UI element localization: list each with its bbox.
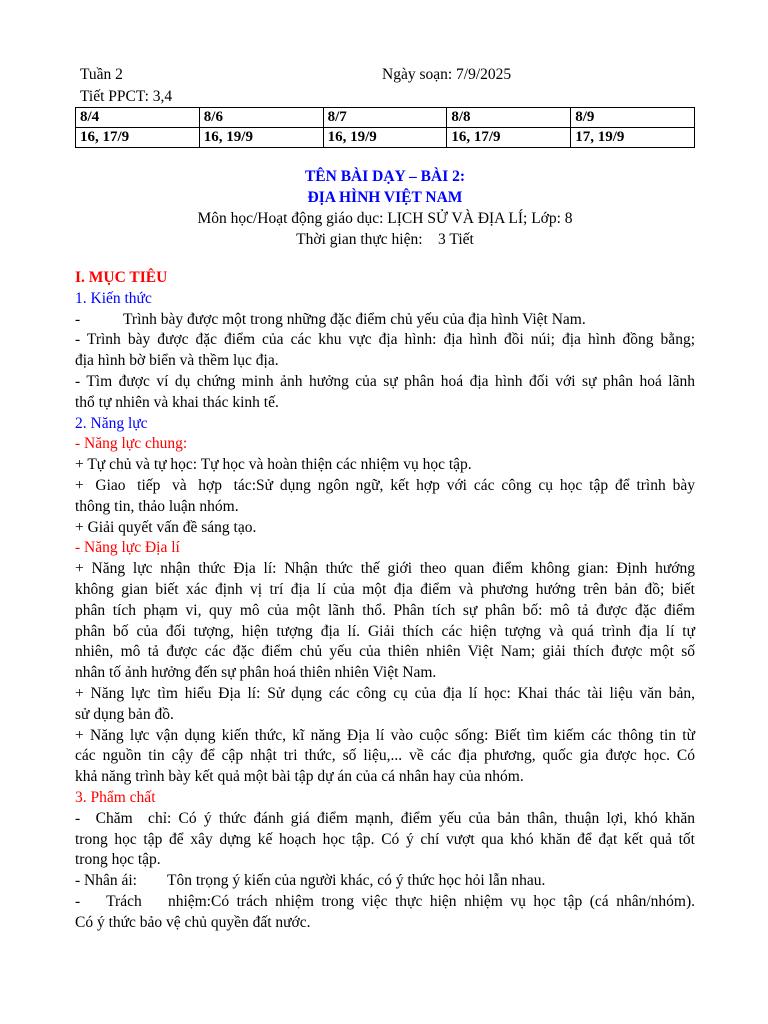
geo-ability-line: phân tích phạm vi, quy mô của một lãnh thổ. Phân tích sự phân bố: mô tả được đặc điểm <box>75 601 695 619</box>
quality-3-text: Có trách nhiệm trong việc thực hiện nhiệm vụ học tập (cá nhân/nhóm). <box>211 892 695 910</box>
knowledge-item-1 <box>75 310 695 331</box>
class-cell: 8/7 <box>323 108 447 128</box>
date-cell: 16, 17/9 <box>447 128 571 148</box>
knowledge-item-3b: thổ tự nhiên và khai thác kinh tế. <box>75 393 279 411</box>
quality-2-label: - Nhân ái: <box>75 872 137 890</box>
schedule-class-row <box>76 108 695 128</box>
prep-date: Ngày soạn: 7/9/2025 <box>382 66 512 83</box>
class-cell: 8/6 <box>199 108 323 128</box>
knowledge-text-1: Trình bày được một trong những đặc điểm chủ yếu của địa hình Việt Nam. <box>123 310 586 328</box>
knowledge-heading: 1. Kiến thức <box>75 289 152 307</box>
quality-heading: 3. Phẩm chất <box>75 788 156 806</box>
knowledge-item-2a: - Trình bày được đặc điểm của các khu vực địa hình: địa hình đồi núi; địa hình đồng bằng; <box>75 331 695 349</box>
general-ability-3: + Giải quyết vấn đề sáng tạo. <box>75 518 257 536</box>
duration-value: 3 Tiết <box>438 231 474 248</box>
lesson-title-line2: ĐỊA HÌNH VIỆT NAM <box>307 189 463 206</box>
date-cell: 16, 17/9 <box>76 128 200 148</box>
lesson-plan-page <box>75 64 695 934</box>
quality-item-3b: Có ý thức bảo vệ chủ quyền đất nước. <box>75 913 311 931</box>
class-cell: 8/4 <box>76 108 200 128</box>
schedule-table <box>75 107 695 148</box>
geo-ability-line: + Năng lực nhận thức Địa lí: Nhận thức thế giới theo quan điểm không gian: Định hướng <box>75 560 695 578</box>
quality-item-1c: trong học tập. <box>75 851 161 869</box>
geo-ability-line: các nguồn tin cậy để cập nhật tri thức, số liệu,... về các địa phương, quốc gia được học. Có <box>75 747 695 765</box>
geo-ability-line: phân bố của đối tượng, hiện tượng địa lí. Giải thích các hiện tượng và quá trình địa lí tự <box>75 622 695 640</box>
quality-item-2 <box>75 871 695 892</box>
geo-ability-line: không gian biết xác định vị trí địa lí của một địa điểm và phương hướng trên bản đồ; biết <box>75 580 695 598</box>
quality-1-label: - Chăm chỉ <box>75 809 167 827</box>
ability-heading: 2. Năng lực <box>75 414 148 432</box>
general-ability-2a <box>75 476 695 497</box>
quality-item-3a <box>75 892 695 913</box>
header-row <box>75 64 695 86</box>
quality-item-1a <box>75 809 695 830</box>
quality-1-text: : Có ý thức đánh giá điểm mạnh, điểm yếu của bản thân, thuận lợi, khó khăn <box>167 809 695 827</box>
date-cell: 16, 19/9 <box>199 128 323 148</box>
week-label: Tuần 2 <box>80 66 123 83</box>
title-block <box>75 166 695 250</box>
subject-line: Môn học/Hoạt động giáo dục: LỊCH SỬ VÀ ĐỊA LÍ; Lớp: 8 <box>197 210 573 227</box>
general-ability-1: + Tự chủ và tự học: Tự học và hoàn thiện các nhiệm vụ học tập. <box>75 456 472 474</box>
bullet-dash: - <box>75 310 81 328</box>
geo-ability-line: nhân tố ảnh hưởng đến sự phân hoá thiên nhiên Việt Nam. <box>75 664 437 682</box>
section-heading: I. MỤC TIÊU <box>75 269 168 286</box>
schedule-date-row <box>76 128 695 148</box>
geo-ability-line: + Năng lực tìm hiểu Địa lí: Sử dụng các công cụ của địa lí học: Khai thác tài liệu văn bản, <box>75 684 695 702</box>
geo-ability-line: + Năng lực vận dụng kiến thức, kĩ năng Địa lí vào cuộc sống: Biết tìm kiếm các thông tin từ <box>75 726 695 744</box>
quality-2-text: Tôn trọng ý kiến của người khác, có ý thức học hỏi lẫn nhau. <box>167 872 546 890</box>
date-cell: 16, 19/9 <box>323 128 447 148</box>
class-cell: 8/9 <box>571 108 695 128</box>
quality-item-1b: trong học tập để xây dựng kế hoạch học tập. Có ý chí vượt qua khó khăn để đạt kết quả tốt <box>75 830 695 848</box>
date-cell: 17, 19/9 <box>571 128 695 148</box>
duration-line <box>75 229 695 250</box>
class-cell: 8/8 <box>447 108 571 128</box>
duration-label: Thời gian thực hiện: <box>296 231 423 248</box>
quality-3-label: - Trách nhiệm: <box>75 892 211 910</box>
content-body <box>75 268 695 934</box>
periods-label: Tiết PPCT: 3,4 <box>80 88 173 105</box>
knowledge-item-3a: - Tìm được ví dụ chứng minh ảnh hưởng của sự phân hoá địa hình đối với sự phân hoá lãnh <box>75 372 695 390</box>
general-ability-heading: - Năng lực chung: <box>75 435 188 453</box>
general-ability-2b: thông tin, thảo luận nhóm. <box>75 497 239 515</box>
geo-ability-line: khả năng trình bày kết quả một bài tập dự án của cá nhân hay của nhóm. <box>75 768 524 786</box>
geo-ability-line: nhiên, mô tả được các đặc điểm chủ yếu của thiên nhiên Việt Nam; giải thích được một số <box>75 643 695 661</box>
lesson-title-line1: TÊN BÀI DẠY – BÀI 2: <box>304 168 466 185</box>
geo-ability-heading: - Năng lực Địa lí <box>75 539 180 557</box>
knowledge-item-2b: địa hình bờ biển và thềm lục địa. <box>75 352 279 370</box>
geo-ability-line: sử dụng bản đồ. <box>75 705 174 723</box>
general-ability-2-text: Sử dụng ngôn ngữ, kết hợp với các công cụ học tập để trình bày <box>256 476 695 494</box>
general-ability-2-label: + Giao tiếp và hợp tác: <box>75 476 256 494</box>
